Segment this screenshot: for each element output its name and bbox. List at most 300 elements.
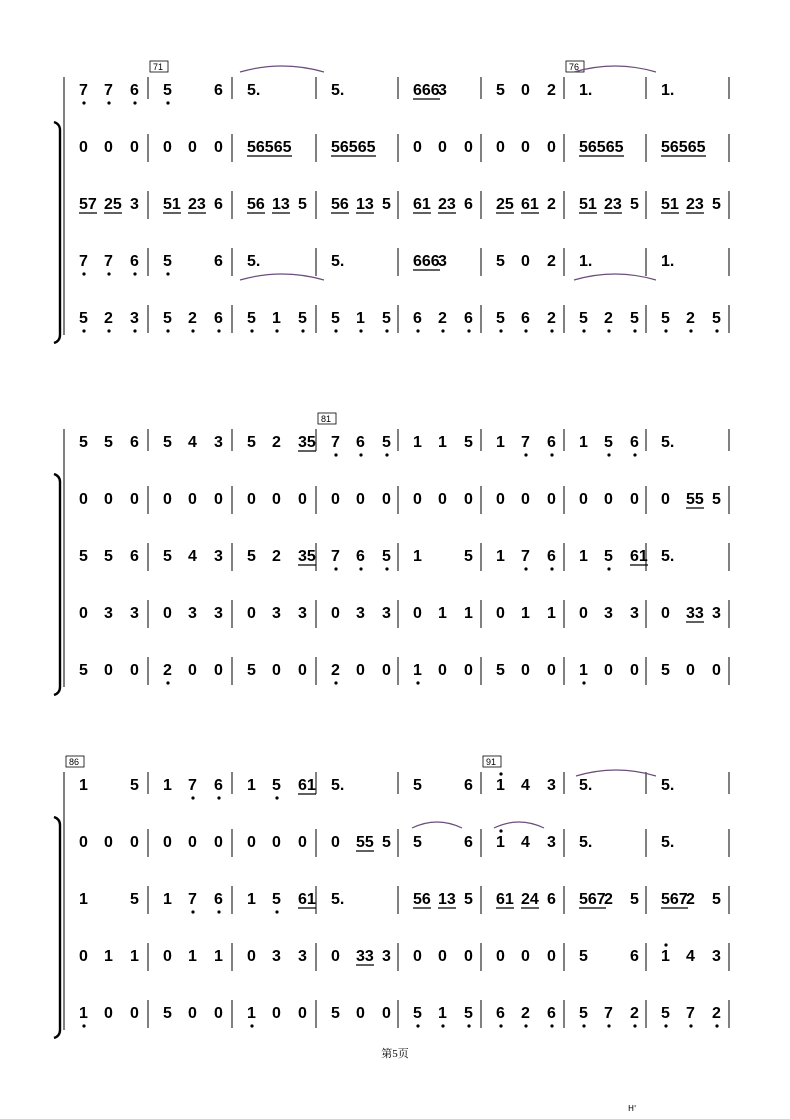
octave-dot-below <box>217 910 220 913</box>
tie-arc <box>574 274 656 280</box>
note-token: 5 <box>712 196 721 213</box>
note-token: 0 <box>163 139 172 156</box>
note-token: 0 <box>104 662 113 679</box>
note-token: 5 <box>579 948 588 965</box>
octave-dot-below <box>582 1024 585 1027</box>
note-token: 7 <box>331 548 340 565</box>
octave-dot-below <box>133 272 136 275</box>
octave-dot-below <box>133 101 136 104</box>
note-token: 0 <box>104 834 113 851</box>
note-token: 2 <box>188 310 197 327</box>
note-token: 666 <box>413 253 440 270</box>
note-token: 5 <box>413 777 422 794</box>
note-token: 2 <box>272 548 281 565</box>
note-token: 0 <box>188 662 197 679</box>
note-token: 0 <box>130 491 139 508</box>
note-token: 1 <box>438 605 447 622</box>
octave-dot-below <box>607 1024 610 1027</box>
note-token: 1 <box>247 777 256 794</box>
note-token: 5 <box>496 253 505 270</box>
note-token: 5 <box>298 196 307 213</box>
note-token: 5 <box>163 548 172 565</box>
note-token: 13 <box>438 891 456 908</box>
note-token: 2 <box>272 434 281 451</box>
note-token: 0 <box>356 1005 365 1022</box>
note-token: 0 <box>272 491 281 508</box>
note-token: 1 <box>521 605 530 622</box>
note-token: 0 <box>130 139 139 156</box>
note-token: 0 <box>604 662 613 679</box>
note-token: 3 <box>214 548 223 565</box>
octave-dot-below <box>275 796 278 799</box>
note-token: 1 <box>547 605 556 622</box>
note-token: 5 <box>247 662 256 679</box>
note-token: 0 <box>214 491 223 508</box>
note-token: 3 <box>547 777 556 794</box>
note-token: 5 <box>496 310 505 327</box>
note-token: 6 <box>130 434 139 451</box>
note-token: 0 <box>188 1005 197 1022</box>
note-token: 5. <box>579 777 593 794</box>
note-token: 5. <box>661 777 675 794</box>
note-token: 0 <box>130 662 139 679</box>
note-token: 0 <box>331 491 340 508</box>
note-token: 7 <box>188 891 197 908</box>
note-token: 0 <box>496 491 505 508</box>
note-token: 0 <box>521 82 530 99</box>
octave-dot-below <box>524 1024 527 1027</box>
staff-1 <box>79 82 674 105</box>
note-token: 6 <box>130 253 139 270</box>
note-token: 0 <box>438 662 447 679</box>
note-token: 55 <box>356 834 374 851</box>
octave-dot-below <box>715 329 718 332</box>
staff-4 <box>79 605 721 622</box>
note-token: 6 <box>464 834 473 851</box>
note-token: 0 <box>579 491 588 508</box>
note-token: 4 <box>188 548 197 565</box>
note-token: 1 <box>413 662 422 679</box>
note-token: 0 <box>214 1005 223 1022</box>
note-token: 1 <box>214 948 223 965</box>
note-token: 7 <box>79 253 88 270</box>
note-token: 56 <box>413 891 431 908</box>
note-token: 5 <box>382 310 391 327</box>
note-token: 3 <box>712 948 721 965</box>
note-token: 0 <box>214 662 223 679</box>
note-token: 5 <box>382 196 391 213</box>
note-token: 5 <box>630 310 639 327</box>
note-token: 3 <box>130 196 139 213</box>
note-token: 0 <box>79 605 88 622</box>
note-token: 0 <box>298 491 307 508</box>
note-token: 0 <box>521 662 530 679</box>
octave-dot-below <box>499 329 502 332</box>
note-token: 0 <box>438 491 447 508</box>
note-token: 1 <box>79 777 88 794</box>
note-token: 5. <box>331 82 345 99</box>
octave-dot-below <box>416 1024 419 1027</box>
octave-dot-below <box>385 329 388 332</box>
note-token: 0 <box>104 1005 113 1022</box>
note-token: 3 <box>214 434 223 451</box>
octave-dot-below <box>359 567 362 570</box>
note-token: 0 <box>464 662 473 679</box>
note-token: 3 <box>104 605 113 622</box>
note-token: 0 <box>521 948 530 965</box>
note-token: 3 <box>298 605 307 622</box>
note-token: 0 <box>496 948 505 965</box>
staff-5 <box>79 1005 721 1028</box>
note-token: 4 <box>686 948 695 965</box>
note-token: 0 <box>272 662 281 679</box>
note-token: 7 <box>104 82 113 99</box>
note-token: 0 <box>686 662 695 679</box>
note-token: 0 <box>382 1005 391 1022</box>
note-token: 5 <box>163 310 172 327</box>
system-bracket <box>54 122 60 343</box>
octave-dot-below <box>82 1024 85 1027</box>
octave-dot-below <box>107 101 110 104</box>
note-token: 56565 <box>331 139 376 156</box>
octave-dot-below <box>582 681 585 684</box>
note-token: 5 <box>79 662 88 679</box>
note-token: 3 <box>214 605 223 622</box>
octave-dot-below <box>217 329 220 332</box>
note-token: 61 <box>298 777 316 794</box>
note-token: 23 <box>686 196 704 213</box>
tie-arc <box>494 822 544 828</box>
note-token: 2 <box>604 310 613 327</box>
octave-dot-below <box>416 329 419 332</box>
note-token: 1 <box>130 948 139 965</box>
note-token: 5 <box>496 662 505 679</box>
note-token: 0 <box>547 491 556 508</box>
system-1 <box>54 61 729 343</box>
note-token: 56 <box>331 196 349 213</box>
octave-dot-below <box>82 101 85 104</box>
corner-mark: H' <box>628 1104 637 1113</box>
note-token: 5 <box>382 548 391 565</box>
note-token: 1 <box>579 548 588 565</box>
note-token: 0 <box>413 948 422 965</box>
staff-3 <box>79 196 721 213</box>
note-token: 3 <box>188 605 197 622</box>
note-token: 56 <box>247 196 265 213</box>
note-token: 35 <box>298 548 316 565</box>
note-token: 5 <box>331 310 340 327</box>
note-token: 1 <box>79 891 88 908</box>
note-token: 0 <box>79 948 88 965</box>
page-number: 第5页 <box>381 1048 409 1060</box>
note-token: 1 <box>79 1005 88 1022</box>
note-token: 5. <box>661 434 675 451</box>
note-token: 6 <box>214 310 223 327</box>
note-token: 0 <box>382 491 391 508</box>
note-token: 3 <box>547 834 556 851</box>
note-token: 5 <box>604 548 613 565</box>
octave-dot-below <box>550 1024 553 1027</box>
octave-dot-below <box>689 329 692 332</box>
octave-dot-below <box>359 329 362 332</box>
octave-dot-below <box>107 329 110 332</box>
staff-4 <box>79 943 721 965</box>
note-token: 5 <box>272 777 281 794</box>
octave-dot-below <box>664 1024 667 1027</box>
note-token: 7 <box>686 1005 695 1022</box>
octave-dot-below <box>191 910 194 913</box>
note-token: 5. <box>247 253 261 270</box>
note-token: 5 <box>163 82 172 99</box>
note-token: 61 <box>521 196 539 213</box>
note-token: 6 <box>547 1005 556 1022</box>
note-token: 5 <box>130 891 139 908</box>
note-token: 6 <box>547 548 556 565</box>
octave-dot-below <box>607 453 610 456</box>
note-token: 3 <box>438 82 447 99</box>
octave-dot-below <box>217 796 220 799</box>
note-token: 0 <box>496 605 505 622</box>
note-token: 3 <box>604 605 613 622</box>
note-token: 1 <box>496 548 505 565</box>
note-token: 2 <box>547 310 556 327</box>
note-token: 5 <box>712 491 721 508</box>
note-token: 5. <box>331 253 345 270</box>
octave-dot-below <box>82 329 85 332</box>
rehearsal-number: 76 <box>569 62 580 72</box>
note-token: 1. <box>579 82 593 99</box>
tie-arc <box>576 770 656 776</box>
note-token: 35 <box>298 434 316 451</box>
tie-arc <box>240 66 324 72</box>
rehearsal-mark <box>150 61 168 72</box>
note-token: 0 <box>188 834 197 851</box>
note-token: 0 <box>521 491 530 508</box>
note-token: 5. <box>331 777 345 794</box>
octave-dot-below <box>166 272 169 275</box>
note-token: 6 <box>214 196 223 213</box>
rehearsal-mark <box>318 413 336 424</box>
staff-1 <box>79 434 674 457</box>
note-token: 56565 <box>579 139 624 156</box>
octave-dot-below <box>664 329 667 332</box>
note-token: 5. <box>331 891 345 908</box>
note-token: 1 <box>496 777 505 794</box>
octave-dot-below <box>359 453 362 456</box>
note-token: 5 <box>464 891 473 908</box>
note-token: 5 <box>464 1005 473 1022</box>
note-token: 2 <box>547 253 556 270</box>
note-token: 7 <box>604 1005 613 1022</box>
note-token: 0 <box>496 139 505 156</box>
note-token: 5 <box>163 434 172 451</box>
system-bracket <box>54 817 60 1038</box>
note-token: 23 <box>188 196 206 213</box>
note-token: 0 <box>163 491 172 508</box>
note-token: 6 <box>356 434 365 451</box>
note-token: 7 <box>521 434 530 451</box>
note-token: 0 <box>547 662 556 679</box>
note-token: 3 <box>382 948 391 965</box>
note-token: 61 <box>496 891 514 908</box>
note-token: 0 <box>214 139 223 156</box>
note-token: 0 <box>438 139 447 156</box>
note-token: 3 <box>630 605 639 622</box>
note-token: 6 <box>630 434 639 451</box>
note-token: 24 <box>521 891 539 908</box>
note-token: 0 <box>163 605 172 622</box>
note-token: 13 <box>272 196 290 213</box>
note-token: 7 <box>79 82 88 99</box>
staff-5 <box>79 662 721 685</box>
note-token: 2 <box>547 196 556 213</box>
note-token: 5 <box>604 434 613 451</box>
note-token: 0 <box>382 662 391 679</box>
note-token: 0 <box>521 253 530 270</box>
system-bracket <box>54 474 60 695</box>
note-token: 7 <box>188 777 197 794</box>
note-token: 0 <box>356 491 365 508</box>
octave-dot-below <box>633 329 636 332</box>
staff-1 <box>79 772 674 799</box>
note-token: 0 <box>521 139 530 156</box>
octave-dot-above <box>499 829 502 832</box>
note-token: 6 <box>521 310 530 327</box>
note-token: 33 <box>356 948 374 965</box>
tie-arc <box>574 66 656 72</box>
note-token: 3 <box>298 948 307 965</box>
note-token: 5 <box>79 548 88 565</box>
octave-dot-above <box>664 943 667 946</box>
system-3 <box>54 756 729 1038</box>
octave-dot-below <box>334 681 337 684</box>
octave-dot-below <box>550 329 553 332</box>
note-token: 1 <box>188 948 197 965</box>
note-token: 5 <box>496 82 505 99</box>
note-token: 5 <box>413 1005 422 1022</box>
note-token: 5 <box>163 1005 172 1022</box>
note-token: 51 <box>163 196 181 213</box>
octave-dot-below <box>467 1024 470 1027</box>
note-token: 5 <box>661 662 670 679</box>
note-token: 0 <box>331 834 340 851</box>
note-token: 5 <box>464 434 473 451</box>
note-token: 0 <box>712 662 721 679</box>
staff-3 <box>79 548 674 571</box>
note-token: 1. <box>579 253 593 270</box>
note-token: 5 <box>104 548 113 565</box>
note-token: 0 <box>130 834 139 851</box>
note-token: 2 <box>686 310 695 327</box>
note-token: 7 <box>521 548 530 565</box>
note-token: 5 <box>163 253 172 270</box>
note-token: 0 <box>661 605 670 622</box>
note-token: 5 <box>247 434 256 451</box>
octave-dot-below <box>334 329 337 332</box>
note-token: 0 <box>298 834 307 851</box>
note-token: 6 <box>130 82 139 99</box>
note-token: 0 <box>79 491 88 508</box>
note-token: 0 <box>547 948 556 965</box>
note-token: 0 <box>272 1005 281 1022</box>
octave-dot-below <box>689 1024 692 1027</box>
note-token: 5 <box>79 434 88 451</box>
octave-dot-below <box>524 567 527 570</box>
note-token: 0 <box>464 491 473 508</box>
octave-dot-below <box>191 329 194 332</box>
note-token: 23 <box>438 196 456 213</box>
note-token: 5 <box>79 310 88 327</box>
staff-4 <box>79 253 674 276</box>
note-token: 25 <box>496 196 514 213</box>
staff-3 <box>79 891 721 914</box>
octave-dot-below <box>166 681 169 684</box>
note-token: 5. <box>579 834 593 851</box>
octave-dot-below <box>607 329 610 332</box>
note-token: 0 <box>247 948 256 965</box>
note-token: 0 <box>298 1005 307 1022</box>
note-token: 5 <box>382 834 391 851</box>
octave-dot-below <box>550 453 553 456</box>
note-token: 2 <box>163 662 172 679</box>
note-token: 23 <box>604 196 622 213</box>
note-token: 0 <box>247 834 256 851</box>
note-token: 1 <box>163 777 172 794</box>
note-token: 56565 <box>247 139 292 156</box>
note-token: 5 <box>382 434 391 451</box>
octave-dot-below <box>441 1024 444 1027</box>
note-token: 0 <box>298 662 307 679</box>
octave-dot-below <box>607 567 610 570</box>
note-token: 5 <box>712 891 721 908</box>
note-token: 5 <box>272 891 281 908</box>
note-token: 1 <box>579 662 588 679</box>
note-token: 7 <box>104 253 113 270</box>
note-token: 1 <box>496 434 505 451</box>
note-token: 0 <box>247 605 256 622</box>
note-token: 6 <box>547 434 556 451</box>
note-token: 6 <box>214 82 223 99</box>
octave-dot-below <box>524 329 527 332</box>
octave-dot-below <box>633 1024 636 1027</box>
note-token: 1 <box>272 310 281 327</box>
note-token: 61 <box>630 548 648 565</box>
note-token: 0 <box>630 491 639 508</box>
octave-dot-below <box>550 567 553 570</box>
note-token: 6 <box>214 891 223 908</box>
note-token: 1. <box>661 82 675 99</box>
tie-arc <box>240 274 324 280</box>
octave-dot-below <box>275 329 278 332</box>
octave-dot-below <box>499 1024 502 1027</box>
octave-dot-below <box>250 329 253 332</box>
octave-dot-below <box>166 329 169 332</box>
note-token: 6 <box>214 253 223 270</box>
octave-dot-below <box>275 910 278 913</box>
note-token: 0 <box>630 662 639 679</box>
octave-dot-below <box>82 272 85 275</box>
note-token: 3 <box>272 605 281 622</box>
note-token: 57 <box>79 196 97 213</box>
tie-arc <box>412 822 462 828</box>
note-token: 2 <box>104 310 113 327</box>
octave-dot-below <box>107 272 110 275</box>
octave-dot-below <box>301 329 304 332</box>
note-token: 5 <box>630 891 639 908</box>
note-token: 6 <box>464 196 473 213</box>
note-token: 2 <box>521 1005 530 1022</box>
rehearsal-number: 91 <box>486 757 497 767</box>
